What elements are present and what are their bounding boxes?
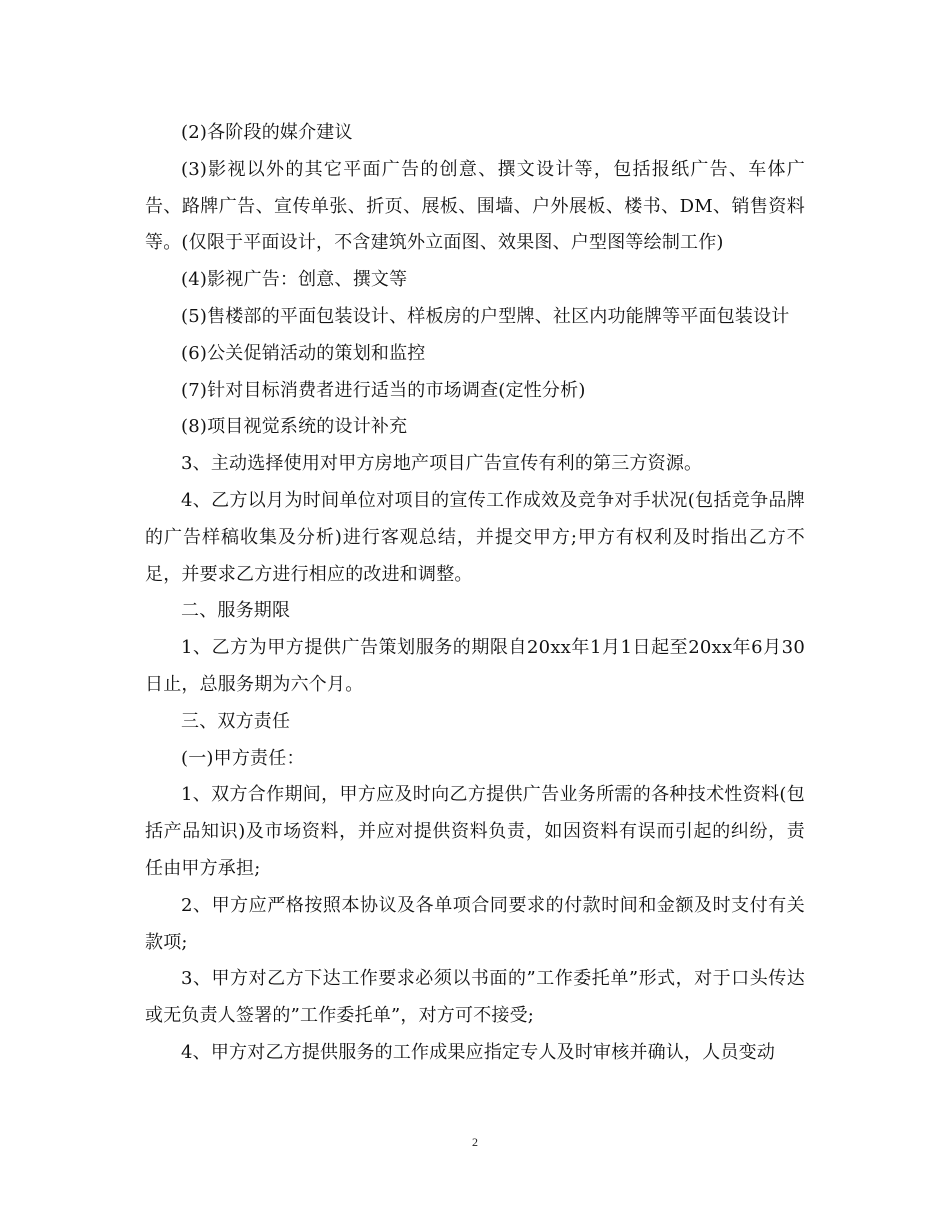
section-heading-service-term: 二、服务期限 <box>181 600 291 622</box>
paragraph-sales-office-design: (5)售楼部的平面包装设计、样板房的户型牌、社区内功能牌等平面包装设计 <box>181 305 790 327</box>
paragraph-market-research: (7)针对目标消费者进行适当的市场调查(定性分析) <box>181 379 586 401</box>
paragraph-print-ads: (3)影视以外的其它平面广告的创意、撰文设计等，包括报纸广告、车体广告、路牌广告、宣传单张、折页、展板、围墙、户外展板、楼书、DM、销售资料等。(仅限于平面设计，不含建筑外立面图、效果图、户型图等绘制工作) <box>145 158 805 254</box>
paragraph-service-period: 1、乙方为甲方提供广告策划服务的期限自20xx年1月1日起至20xx年6月30日止，总服务期为六个月。 <box>145 637 805 695</box>
paragraph-party-a-materials: 1、双方合作期间，甲方应及时向乙方提供广告业务所需的各种技术性资料(包括产品知识)及市场资料，并应对提供资料负责，如因资料有误而引起的纠纷，责任由甲方承担; <box>145 784 805 879</box>
paragraph-party-a-review: 4、甲方对乙方提供服务的工作成果应指定专人及时审核并确认，人员变动 <box>181 1041 776 1063</box>
subsection-heading-party-a: (一)甲方责任： <box>181 747 305 769</box>
paragraph-party-a-work-order: 3、甲方对乙方下达工作要求必须以书面的”工作委托单”形式，对于口头传达或无负责人签署的”工作委托单”，对方可不接受; <box>145 968 805 1027</box>
paragraph-tv-ads: (4)影视广告：创意、撰文等 <box>181 269 408 291</box>
paragraph-visual-system: (8)项目视觉系统的设计补充 <box>181 416 408 438</box>
paragraph-monthly-summary: 4、乙方以月为时间单位对项目的宣传工作成效及竞争对手状况(包括竞争品牌的广告样稿收集及分析)进行客观总结，并提交甲方;甲方有权利及时指出乙方不足，并要求乙方进行相应的改进和调整。 <box>145 489 805 585</box>
paragraph-pr-promotion: (6)公关促销活动的策划和监控 <box>181 342 426 364</box>
page-number: 2 <box>472 1135 478 1149</box>
paragraph-party-a-payment: 2、甲方应严格按照本协议及各单项合同要求的付款时间和金额及时支付有关款项; <box>145 894 805 953</box>
paragraph-media-suggestion: (2)各阶段的媒介建议 <box>181 122 353 143</box>
document-body <box>145 115 805 1072</box>
section-heading-responsibilities: 三、双方责任 <box>181 710 291 732</box>
paragraph-third-party-resources: 3、主动选择使用对甲方房地产项目广告宣传有利的第三方资源。 <box>181 453 703 475</box>
